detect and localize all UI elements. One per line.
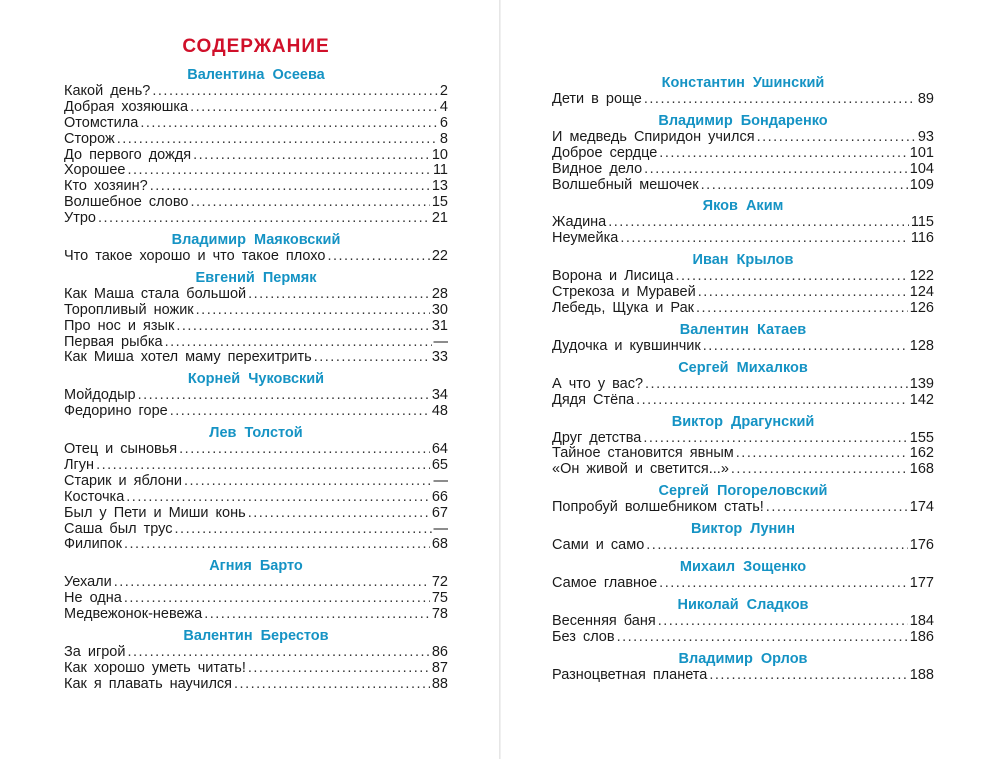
dot-leader bbox=[644, 92, 916, 108]
entry-title: Неумейка bbox=[552, 230, 619, 247]
author-heading: Сергей Погореловский bbox=[658, 483, 828, 500]
entry-page-number: 21 bbox=[431, 210, 448, 227]
dot-leader bbox=[96, 458, 430, 474]
dot-leader bbox=[617, 630, 908, 646]
entry-page-number: 188 bbox=[909, 666, 934, 683]
toc-entry[interactable] bbox=[64, 490, 448, 506]
entry-title: Про нос и язык bbox=[64, 317, 175, 334]
author-heading: Владимир Орлов bbox=[678, 650, 808, 667]
entry-page-number: 104 bbox=[909, 160, 934, 177]
entry-title: Как Маша стала большой bbox=[64, 285, 247, 302]
toc-entry[interactable] bbox=[552, 462, 934, 478]
toc-entry[interactable] bbox=[552, 630, 934, 646]
dot-leader bbox=[701, 178, 908, 194]
toc-entry[interactable] bbox=[64, 388, 448, 404]
toc-entry[interactable] bbox=[552, 538, 934, 554]
entry-title: Первая рыбка bbox=[64, 333, 163, 350]
author-section bbox=[64, 557, 448, 623]
author-section bbox=[552, 197, 934, 247]
dot-leader bbox=[608, 215, 909, 231]
entry-title: Дудочка и кувшинчик bbox=[552, 337, 701, 354]
dot-leader bbox=[620, 231, 909, 247]
entry-page-number: 68 bbox=[431, 536, 448, 553]
entry-title: Добрая хозяюшка bbox=[64, 98, 189, 115]
entry-page-number: 93 bbox=[917, 128, 934, 145]
entry-page-number: 177 bbox=[909, 575, 934, 592]
author-section bbox=[64, 370, 448, 420]
dot-leader bbox=[165, 335, 432, 351]
entry-page-number: 65 bbox=[431, 457, 448, 474]
entry-page-number: 87 bbox=[431, 659, 448, 676]
toc-entry[interactable] bbox=[552, 285, 934, 301]
entry-title: До первого дождя bbox=[64, 146, 192, 163]
dot-leader bbox=[193, 148, 430, 164]
dot-leader bbox=[709, 668, 907, 684]
entry-title: Уехали bbox=[64, 574, 112, 591]
entry-page-number: 168 bbox=[909, 461, 934, 478]
dot-leader bbox=[117, 132, 438, 148]
toc-entry[interactable] bbox=[552, 446, 934, 462]
entry-page-number: 176 bbox=[909, 537, 934, 554]
author-section bbox=[552, 251, 934, 317]
dot-leader bbox=[248, 287, 430, 303]
page-title: СОДЕРЖАНИЕ bbox=[182, 36, 330, 57]
toc-entry[interactable] bbox=[552, 393, 934, 409]
right-page bbox=[552, 72, 934, 688]
dot-leader bbox=[126, 490, 430, 506]
toc-entry[interactable] bbox=[64, 645, 448, 661]
toc-entry[interactable] bbox=[64, 537, 448, 553]
dot-leader bbox=[138, 388, 430, 404]
dot-leader bbox=[114, 575, 430, 591]
author-section bbox=[552, 359, 934, 409]
toc-entry[interactable] bbox=[64, 287, 448, 303]
toc-entry[interactable] bbox=[64, 677, 448, 693]
entry-page-number: 184 bbox=[909, 612, 934, 629]
author-heading: Иван Крылов bbox=[692, 252, 794, 269]
dot-leader bbox=[731, 462, 908, 478]
entry-title: Саша был трус bbox=[64, 520, 173, 537]
toc-entry[interactable] bbox=[64, 319, 448, 335]
left-page bbox=[64, 34, 448, 697]
dot-leader bbox=[176, 319, 430, 335]
left-toc bbox=[64, 66, 448, 693]
entry-page-number: 6 bbox=[439, 114, 448, 131]
entry-page-number: 33 bbox=[431, 349, 448, 366]
dot-leader bbox=[190, 195, 429, 211]
entry-page-number: 30 bbox=[431, 301, 448, 318]
toc-entry[interactable] bbox=[64, 442, 448, 458]
dot-leader bbox=[675, 269, 907, 285]
entry-page-number: 116 bbox=[910, 230, 934, 247]
entry-title: Был у Пети и Миши конь bbox=[64, 504, 246, 521]
toc-entry[interactable] bbox=[64, 474, 448, 490]
entry-title: Торопливый ножик bbox=[64, 301, 194, 318]
entry-title: Сами и само bbox=[552, 537, 645, 554]
entry-title: Лебедь, Щука и Рак bbox=[552, 300, 695, 317]
entry-page-number: 89 bbox=[917, 91, 934, 107]
entry-title: Как я плавать научился bbox=[64, 675, 233, 692]
entry-page-number: 88 bbox=[431, 675, 448, 692]
entry-page-number: 128 bbox=[909, 337, 934, 354]
author-section bbox=[552, 482, 934, 516]
author-section bbox=[64, 269, 448, 366]
author-heading: Николай Сладков bbox=[677, 596, 809, 613]
dot-leader bbox=[124, 537, 430, 553]
toc-entry[interactable] bbox=[552, 500, 934, 516]
toc-entry[interactable] bbox=[64, 211, 448, 227]
dot-leader bbox=[327, 249, 429, 265]
entry-page-number: 126 bbox=[909, 300, 934, 317]
dot-leader bbox=[204, 607, 430, 623]
toc-entry[interactable] bbox=[64, 163, 448, 179]
author-heading: Виктор Лунин bbox=[691, 521, 795, 538]
dot-leader bbox=[314, 350, 430, 366]
toc-entry[interactable] bbox=[552, 178, 934, 194]
entry-title: «Он живой и светится...» bbox=[552, 461, 729, 478]
dot-leader bbox=[140, 116, 438, 132]
entry-title: Филипок bbox=[64, 536, 122, 553]
dot-leader bbox=[124, 591, 430, 607]
entry-page-number: 4 bbox=[439, 98, 448, 115]
entry-page-number: — bbox=[433, 472, 448, 489]
entry-title: Хорошее bbox=[64, 162, 126, 179]
entry-title: Самое главное bbox=[552, 575, 658, 592]
dot-leader bbox=[127, 163, 430, 179]
toc-entry[interactable] bbox=[552, 614, 934, 630]
entry-title: Волшебный мешочек bbox=[552, 176, 699, 193]
toc-entry[interactable] bbox=[552, 269, 934, 285]
dot-leader bbox=[703, 339, 908, 355]
dot-leader bbox=[766, 500, 908, 516]
author-heading: Константин Ушинский bbox=[661, 75, 825, 91]
entry-page-number: 13 bbox=[431, 178, 448, 195]
toc-entry[interactable] bbox=[64, 591, 448, 607]
entry-page-number: 101 bbox=[909, 144, 934, 161]
dot-leader bbox=[175, 522, 432, 538]
author-section bbox=[552, 558, 934, 592]
entry-title: Какой день? bbox=[64, 83, 151, 99]
entry-title: Утро bbox=[64, 210, 96, 227]
entry-title: За игрой bbox=[64, 644, 126, 661]
toc-entry[interactable] bbox=[552, 215, 934, 231]
entry-page-number: 162 bbox=[909, 445, 934, 462]
entry-title: Стрекоза и Муравей bbox=[552, 284, 696, 301]
dot-leader bbox=[196, 303, 430, 319]
author-section bbox=[64, 231, 448, 265]
toc-entry[interactable] bbox=[64, 575, 448, 591]
toc-entry[interactable] bbox=[552, 162, 934, 178]
author-section bbox=[64, 66, 448, 227]
author-heading: Владимир Маяковский bbox=[171, 232, 341, 249]
author-heading: Лев Толстой bbox=[209, 425, 303, 442]
toc-entry[interactable] bbox=[64, 249, 448, 265]
entry-title: Без слов bbox=[552, 628, 615, 645]
toc-entry[interactable] bbox=[64, 607, 448, 623]
entry-page-number: — bbox=[433, 520, 448, 537]
dot-leader bbox=[248, 661, 430, 677]
entry-page-number: 48 bbox=[431, 403, 448, 420]
entry-page-number: 139 bbox=[909, 375, 934, 392]
dot-leader bbox=[646, 538, 908, 554]
entry-page-number: 155 bbox=[909, 429, 934, 446]
entry-title: Как Миша хотел маму перехитрить bbox=[64, 349, 312, 366]
toc-entry[interactable] bbox=[64, 404, 448, 420]
dot-leader bbox=[98, 211, 430, 227]
author-heading: Владимир Бондаренко bbox=[658, 112, 828, 129]
toc-entry[interactable] bbox=[64, 303, 448, 319]
dot-leader bbox=[736, 446, 908, 462]
dot-leader bbox=[184, 474, 432, 490]
entry-title: Что такое хорошо и что такое плохо bbox=[64, 248, 326, 265]
entry-page-number: 66 bbox=[431, 488, 448, 505]
entry-title: Дети в роще bbox=[552, 91, 642, 107]
entry-page-number: 72 bbox=[431, 574, 448, 591]
dot-leader bbox=[179, 442, 430, 458]
author-section bbox=[64, 424, 448, 553]
entry-title: Жадина bbox=[552, 214, 607, 231]
entry-page-number: 15 bbox=[431, 194, 448, 211]
toc-entry[interactable] bbox=[552, 377, 934, 393]
dot-leader bbox=[636, 393, 908, 409]
entry-page-number: 142 bbox=[909, 391, 934, 408]
author-heading: Валентин Катаев bbox=[679, 321, 807, 338]
dot-leader bbox=[645, 377, 908, 393]
toc-entry[interactable] bbox=[64, 350, 448, 366]
entry-page-number: 86 bbox=[431, 644, 448, 661]
entry-page-number: 78 bbox=[431, 606, 448, 623]
toc-entry[interactable] bbox=[64, 195, 448, 211]
entry-title: Старик и яблони bbox=[64, 472, 182, 489]
dot-leader bbox=[696, 301, 908, 317]
entry-page-number: — bbox=[433, 333, 448, 350]
dot-leader bbox=[643, 431, 907, 447]
toc-entry[interactable] bbox=[64, 100, 448, 116]
dot-leader bbox=[170, 404, 430, 420]
dot-leader bbox=[698, 285, 908, 301]
author-section bbox=[552, 413, 934, 479]
entry-page-number: 186 bbox=[909, 628, 934, 645]
entry-title: Попробуй волшебником стать! bbox=[552, 499, 764, 516]
dot-leader bbox=[659, 146, 908, 162]
dot-leader bbox=[757, 130, 916, 146]
dot-leader bbox=[644, 162, 908, 178]
author-heading: Корней Чуковский bbox=[187, 371, 325, 388]
toc-entry[interactable] bbox=[552, 431, 934, 447]
entry-page-number: 28 bbox=[431, 285, 448, 302]
author-section bbox=[64, 627, 448, 693]
author-section bbox=[552, 112, 934, 194]
author-section bbox=[552, 596, 934, 646]
author-heading: Виктор Драгунский bbox=[671, 413, 815, 430]
entry-title: Как хорошо уметь читать! bbox=[64, 659, 246, 676]
toc-entry[interactable] bbox=[552, 339, 934, 355]
entry-title: Федорино горе bbox=[64, 403, 168, 420]
entry-title: Видное дело bbox=[552, 160, 643, 177]
entry-title: А что у вас? bbox=[552, 375, 644, 392]
toc-entry[interactable] bbox=[64, 132, 448, 148]
entry-page-number: 122 bbox=[909, 268, 934, 285]
toc-entry[interactable] bbox=[64, 506, 448, 522]
toc-entry[interactable] bbox=[64, 116, 448, 132]
entry-title: Друг детства bbox=[552, 429, 642, 446]
entry-page-number: 31 bbox=[431, 317, 448, 334]
entry-page-number: 67 bbox=[431, 504, 448, 521]
entry-title: Не одна bbox=[64, 590, 122, 607]
entry-title: Дядя Стёпа bbox=[552, 391, 635, 408]
author-section bbox=[552, 650, 934, 684]
dot-leader bbox=[190, 100, 438, 116]
dot-leader bbox=[127, 645, 429, 661]
entry-title: Мойдодыр bbox=[64, 387, 136, 404]
toc-entry[interactable] bbox=[552, 668, 934, 684]
entry-page-number: 115 bbox=[910, 214, 934, 231]
entry-title: И медведь Спиридон учился bbox=[552, 128, 755, 145]
toc-entry[interactable] bbox=[64, 148, 448, 164]
entry-title: Отомстила bbox=[64, 114, 139, 131]
entry-page-number: 174 bbox=[909, 499, 934, 516]
entry-title: Лгун bbox=[64, 457, 95, 474]
entry-title: Отец и сыновья bbox=[64, 441, 178, 458]
entry-title: Волшебное слово bbox=[64, 194, 189, 211]
toc-entry[interactable] bbox=[64, 179, 448, 195]
entry-title: Разноцветная планета bbox=[552, 666, 708, 683]
entry-title: Медвежонок-невежа bbox=[64, 606, 203, 623]
entry-title: Кто хозяин? bbox=[64, 178, 148, 195]
entry-page-number: 10 bbox=[431, 146, 448, 163]
entry-page-number: 8 bbox=[439, 130, 448, 147]
author-section bbox=[552, 520, 934, 554]
entry-title: Косточка bbox=[64, 488, 125, 505]
entry-page-number: 2 bbox=[439, 83, 448, 99]
author-heading: Евгений Пермяк bbox=[195, 269, 317, 286]
dot-leader bbox=[659, 576, 908, 592]
book-gutter bbox=[499, 0, 501, 759]
dot-leader bbox=[248, 506, 430, 522]
entry-page-number: 22 bbox=[431, 248, 448, 265]
toc-entry[interactable] bbox=[552, 576, 934, 592]
author-heading: Валентин Берестов bbox=[183, 628, 329, 645]
author-section bbox=[552, 321, 934, 355]
author-section bbox=[552, 74, 934, 108]
entry-title: Ворона и Лисица bbox=[552, 268, 674, 285]
toc-entry[interactable] bbox=[64, 84, 448, 100]
entry-page-number: 11 bbox=[432, 162, 448, 179]
dot-leader bbox=[234, 677, 430, 693]
author-heading: Агния Барто bbox=[209, 558, 303, 575]
entry-page-number: 64 bbox=[431, 441, 448, 458]
entry-title: Доброе сердце bbox=[552, 144, 658, 161]
entry-title: Тайное становится явным bbox=[552, 445, 734, 462]
toc-entry[interactable] bbox=[64, 335, 448, 351]
toc-entry[interactable] bbox=[552, 231, 934, 247]
right-toc bbox=[552, 74, 934, 684]
author-heading: Сергей Михалков bbox=[678, 359, 808, 376]
toc-entry[interactable] bbox=[552, 130, 934, 146]
entry-page-number: 124 bbox=[909, 284, 934, 301]
toc-entry[interactable] bbox=[64, 522, 448, 538]
toc-entry[interactable] bbox=[552, 92, 934, 108]
toc-entry[interactable] bbox=[64, 661, 448, 677]
toc-entry[interactable] bbox=[552, 146, 934, 162]
toc-entry[interactable] bbox=[64, 458, 448, 474]
dot-leader bbox=[150, 179, 430, 195]
entry-title: Сторож bbox=[64, 130, 115, 147]
author-heading: Михаил Зощенко bbox=[679, 559, 807, 576]
entry-page-number: 75 bbox=[431, 590, 448, 607]
toc-entry[interactable] bbox=[552, 301, 934, 317]
entry-title: Весенняя баня bbox=[552, 612, 656, 629]
entry-page-number: 109 bbox=[909, 176, 934, 193]
entry-page-number: 34 bbox=[431, 387, 448, 404]
dot-leader bbox=[152, 84, 438, 100]
author-heading: Валентина Осеева bbox=[187, 67, 325, 83]
author-heading: Яков Аким bbox=[702, 198, 784, 215]
dot-leader bbox=[658, 614, 908, 630]
